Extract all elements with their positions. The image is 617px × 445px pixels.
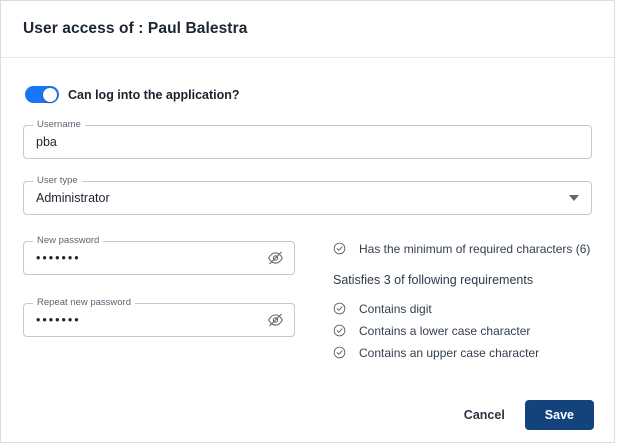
page-title: User access of : Paul Balestra [23, 20, 248, 37]
repeat-password-field[interactable] [23, 297, 295, 337]
new-password-value: ••••••• [36, 251, 81, 265]
user-type-select[interactable] [23, 175, 592, 215]
eye-off-icon[interactable] [267, 251, 284, 266]
chevron-down-icon[interactable] [569, 195, 579, 201]
username-label: Username [33, 119, 85, 131]
requirement-item-text: Contains an upper case character [359, 346, 540, 360]
requirement-item [333, 301, 611, 317]
requirements-heading: Satisfies 3 of following requirements [333, 273, 534, 287]
eye-off-icon[interactable] [267, 313, 284, 328]
user-type-label: User type [33, 175, 82, 187]
toggle-knob [43, 88, 57, 102]
new-password-label: New password [33, 235, 103, 247]
check-circle-icon [333, 302, 346, 315]
check-circle-icon [333, 346, 346, 359]
requirement-item-text: Contains digit [359, 302, 432, 316]
requirement-minimum-text: Has the minimum of required characters (6) [359, 242, 591, 256]
new-password-field[interactable] [23, 235, 295, 275]
check-circle-icon [333, 242, 346, 255]
can-log-in-toggle[interactable] [25, 86, 59, 103]
cancel-button[interactable]: Cancel [450, 400, 519, 430]
can-log-in-label: Can log into the application? [68, 87, 240, 102]
password-requirements [333, 241, 611, 367]
requirement-minimum [333, 241, 611, 257]
save-button[interactable]: Save [525, 400, 594, 430]
requirement-item [333, 323, 611, 339]
repeat-password-value: ••••••• [36, 313, 81, 327]
password-section [23, 235, 592, 360]
dialog-footer [1, 388, 614, 442]
user-type-value: Administrator [36, 191, 110, 205]
repeat-password-label: Repeat new password [33, 297, 135, 309]
requirement-item [333, 345, 611, 361]
check-circle-icon [333, 324, 346, 337]
dialog-body [1, 58, 614, 388]
username-field[interactable] [23, 119, 592, 159]
dialog-header [1, 1, 614, 58]
requirement-item-text: Contains a lower case character [359, 324, 531, 338]
can-log-in-toggle-row [25, 86, 592, 103]
username-value: pba [36, 135, 57, 149]
